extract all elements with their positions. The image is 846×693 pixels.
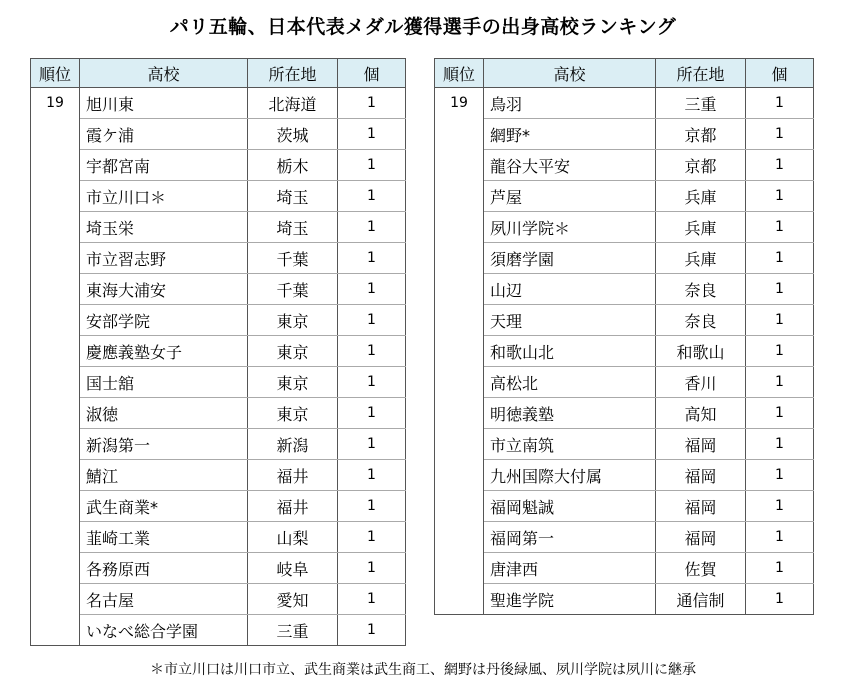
table-row [31,367,406,398]
location-cell: 高知 [656,398,746,429]
count-cell: 1 [746,460,814,491]
count-cell: 1 [338,460,406,491]
school-cell: 霞ケ浦 [80,119,248,150]
rank-cell [435,119,484,150]
location-cell: 福井 [248,460,338,491]
school-cell: 各務原西 [80,553,248,584]
count-cell: 1 [338,584,406,615]
location-cell: 愛知 [248,584,338,615]
school-cell: 市立川口＊ [80,181,248,212]
table-row [435,305,814,336]
count-cell: 1 [746,181,814,212]
rank-cell [31,553,80,584]
location-cell: 岐阜 [248,553,338,584]
location-cell: 三重 [248,615,338,646]
school-cell: 鳥羽 [484,88,656,119]
footnote: ＊市立川口は川口市立、武生商業は武生商工、網野は丹後緑風、夙川学院は夙川に継承 [150,662,696,678]
table-row [435,181,814,212]
table-row [31,336,406,367]
count-cell: 1 [746,336,814,367]
location-cell: 和歌山 [656,336,746,367]
rank-cell [31,398,80,429]
header-location: 所在地 [656,59,746,88]
rank-cell [31,522,80,553]
rank-cell [31,429,80,460]
location-cell: 東京 [248,336,338,367]
rank-cell [31,150,80,181]
table-row [31,460,406,491]
rank-cell [435,584,484,615]
count-cell: 1 [338,615,406,646]
count-cell: 1 [338,150,406,181]
school-cell: 龍谷大平安 [484,150,656,181]
header-school: 高校 [80,59,248,88]
school-cell: 国士舘 [80,367,248,398]
school-cell: 市立南筑 [484,429,656,460]
location-cell: 埼玉 [248,212,338,243]
table-row [31,553,406,584]
count-cell: 1 [338,88,406,119]
count-cell: 1 [746,305,814,336]
location-cell: 兵庫 [656,212,746,243]
table-row [435,367,814,398]
table-row [31,119,406,150]
table-row [435,243,814,274]
school-cell: 福岡魁誠 [484,491,656,522]
table-row [31,522,406,553]
count-cell: 1 [338,212,406,243]
table-row [31,212,406,243]
count-cell: 1 [746,150,814,181]
rank-cell [31,212,80,243]
rank-cell [435,305,484,336]
school-cell: 須磨学園 [484,243,656,274]
location-cell: 福岡 [656,491,746,522]
school-cell: 安部学院 [80,305,248,336]
school-cell: 埼玉栄 [80,212,248,243]
school-cell: 芦屋 [484,181,656,212]
table-row [435,460,814,491]
rank-cell [435,367,484,398]
school-cell: 東海大浦安 [80,274,248,305]
count-cell: 1 [338,305,406,336]
location-cell: 福岡 [656,429,746,460]
count-cell: 1 [746,584,814,615]
rank-cell [31,119,80,150]
table-header-row [435,59,814,88]
table-row [31,243,406,274]
school-cell: 高松北 [484,367,656,398]
rank-cell [31,460,80,491]
rank-cell: 19 [31,88,80,119]
table-row [435,212,814,243]
table-row [435,491,814,522]
location-cell: 茨城 [248,119,338,150]
rank-cell [435,398,484,429]
table-row [31,491,406,522]
location-cell: 佐賀 [656,553,746,584]
school-cell: 唐津西 [484,553,656,584]
school-cell: 天理 [484,305,656,336]
table-row [31,429,406,460]
count-cell: 1 [746,429,814,460]
school-cell: 和歌山北 [484,336,656,367]
location-cell: 兵庫 [656,243,746,274]
header-count: 個 [338,59,406,88]
rank-cell: 19 [435,88,484,119]
table-row [435,429,814,460]
count-cell: 1 [338,243,406,274]
location-cell: 奈良 [656,274,746,305]
location-cell: 福井 [248,491,338,522]
school-cell: 明徳義塾 [484,398,656,429]
location-cell: 東京 [248,367,338,398]
rank-cell [31,491,80,522]
table-header-row [31,59,406,88]
table-row [435,119,814,150]
location-cell: 京都 [656,119,746,150]
table-row [435,150,814,181]
table-row [31,274,406,305]
rank-cell [31,274,80,305]
rank-cell [435,429,484,460]
location-cell: 奈良 [656,305,746,336]
count-cell: 1 [338,491,406,522]
school-cell: 山辺 [484,274,656,305]
table-row [31,398,406,429]
count-cell: 1 [338,553,406,584]
rank-cell [435,491,484,522]
rank-cell [31,336,80,367]
header-count: 個 [746,59,814,88]
table-row [435,88,814,119]
rank-cell [435,181,484,212]
rank-cell [435,274,484,305]
rank-cell [31,181,80,212]
location-cell: 福岡 [656,460,746,491]
ranking-table-right [434,58,814,615]
table-row [435,336,814,367]
table-row [435,398,814,429]
location-cell: 千葉 [248,274,338,305]
school-cell: 宇都宮南 [80,150,248,181]
rank-cell [31,615,80,646]
school-cell: 夙川学院＊ [484,212,656,243]
header-rank: 順位 [435,59,484,88]
location-cell: 埼玉 [248,181,338,212]
count-cell: 1 [338,522,406,553]
header-location: 所在地 [248,59,338,88]
location-cell: 千葉 [248,243,338,274]
count-cell: 1 [338,367,406,398]
school-cell: 網野* [484,119,656,150]
rank-cell [435,243,484,274]
rank-cell [31,243,80,274]
table-body-right [435,88,814,615]
location-cell: 東京 [248,305,338,336]
table-row [31,305,406,336]
header-school: 高校 [484,59,656,88]
school-cell: 福岡第一 [484,522,656,553]
location-cell: 三重 [656,88,746,119]
school-cell: 武生商業* [80,491,248,522]
table-row [31,615,406,646]
table-body-left [31,88,406,646]
count-cell: 1 [746,274,814,305]
count-cell: 1 [338,336,406,367]
location-cell: 福岡 [656,522,746,553]
school-cell: いなべ総合学園 [80,615,248,646]
count-cell: 1 [746,212,814,243]
table-row [31,88,406,119]
school-cell: 九州国際大付属 [484,460,656,491]
count-cell: 1 [746,367,814,398]
location-cell: 栃木 [248,150,338,181]
rank-cell [435,212,484,243]
page-title: パリ五輪、日本代表メダル獲得選手の出身高校ランキング [169,16,677,38]
location-cell: 新潟 [248,429,338,460]
location-cell: 京都 [656,150,746,181]
school-cell: 聖進学院 [484,584,656,615]
rank-cell [435,150,484,181]
school-cell: 韮崎工業 [80,522,248,553]
ranking-table-left [30,58,406,646]
school-cell: 鯖江 [80,460,248,491]
location-cell: 兵庫 [656,181,746,212]
table-row [435,584,814,615]
count-cell: 1 [746,243,814,274]
table-row [31,584,406,615]
count-cell: 1 [746,491,814,522]
table-row [31,181,406,212]
count-cell: 1 [338,398,406,429]
rank-cell [435,460,484,491]
count-cell: 1 [338,429,406,460]
table-row [435,274,814,305]
rank-cell [435,553,484,584]
rank-cell [31,305,80,336]
count-cell: 1 [338,274,406,305]
count-cell: 1 [746,522,814,553]
header-rank: 順位 [31,59,80,88]
location-cell: 山梨 [248,522,338,553]
location-cell: 東京 [248,398,338,429]
table-row [435,553,814,584]
rank-cell [435,336,484,367]
rank-cell [435,522,484,553]
count-cell: 1 [746,119,814,150]
count-cell: 1 [338,181,406,212]
school-cell: 淑徳 [80,398,248,429]
location-cell: 香川 [656,367,746,398]
count-cell: 1 [338,119,406,150]
school-cell: 慶應義塾女子 [80,336,248,367]
table-row [435,522,814,553]
table-row [31,150,406,181]
rank-cell [31,584,80,615]
count-cell: 1 [746,553,814,584]
count-cell: 1 [746,398,814,429]
location-cell: 通信制 [656,584,746,615]
rank-cell [31,367,80,398]
school-cell: 旭川東 [80,88,248,119]
location-cell: 北海道 [248,88,338,119]
count-cell: 1 [746,88,814,119]
school-cell: 名古屋 [80,584,248,615]
school-cell: 新潟第一 [80,429,248,460]
school-cell: 市立習志野 [80,243,248,274]
